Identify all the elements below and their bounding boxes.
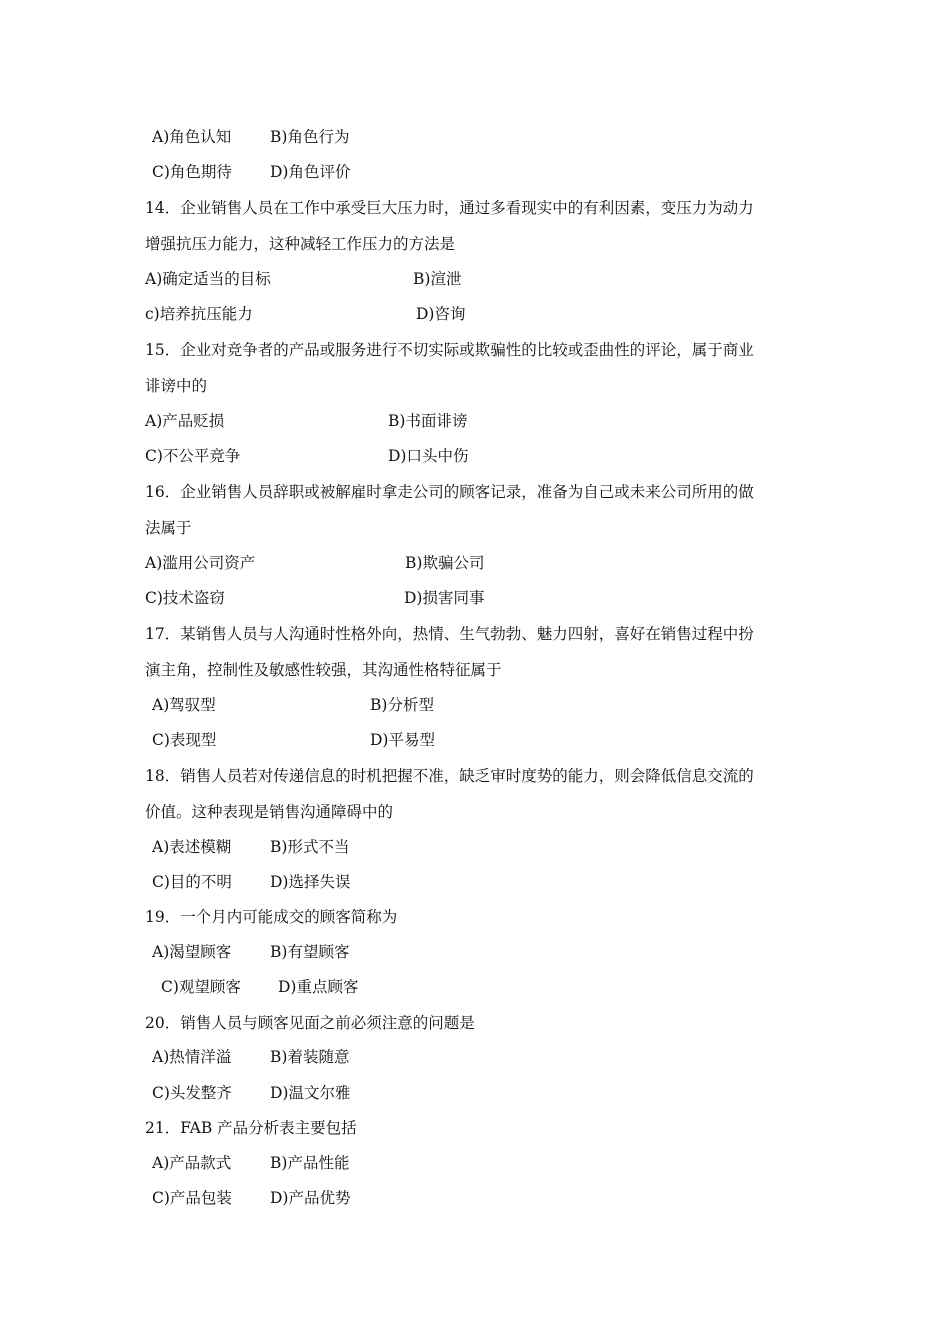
q13-option-c: C)角色期待 xyxy=(152,163,232,181)
q16-option-a: A)滥用公司资产 xyxy=(145,554,256,572)
q20-option-b: B)着装随意 xyxy=(270,1048,350,1066)
q15-option-a: A)产品贬损 xyxy=(145,412,225,430)
q15-option-b: B)书面诽谤 xyxy=(388,412,468,430)
q15-option-d: D)口头中伤 xyxy=(388,447,469,465)
q21-option-d: D)产品优势 xyxy=(270,1189,351,1207)
q18-option-d: D)选择失误 xyxy=(270,873,351,891)
q14-option-b: B)渲泄 xyxy=(413,270,462,288)
q14-stem-line2: 增强抗压力能力，这种减轻工作压力的方法是 xyxy=(145,235,456,253)
q15-stem-line2: 诽谤中的 xyxy=(145,377,208,395)
q17-option-d: D)平易型 xyxy=(370,731,435,749)
q19-option-b: B)有望顾客 xyxy=(270,943,350,961)
q21-option-c: C)产品包装 xyxy=(152,1189,232,1207)
q18-option-c: C)目的不明 xyxy=(152,873,232,891)
q18-stem-line1: 18．销售人员若对传递信息的时机把握不准，缺乏审时度势的能力，则会降低信息交流的 xyxy=(145,767,754,785)
q17-stem-line1: 17．某销售人员与人沟通时性格外向，热情、生气勃勃、魅力四射，喜好在销售过程中扮 xyxy=(145,625,754,643)
q17-option-a: A)驾驭型 xyxy=(152,696,216,714)
q15-stem-line1: 15．企业对竞争者的产品或服务进行不切实际或欺骗性的比较或歪曲性的评论，属于商业 xyxy=(145,341,754,359)
q18-stem-line2: 价值。这种表现是销售沟通障碍中的 xyxy=(145,803,394,821)
q17-option-b: B)分析型 xyxy=(370,696,434,714)
q17-option-c: C)表现型 xyxy=(152,731,217,749)
q17-stem-line2: 演主角，控制性及敏感性较强，其沟通性格特征属于 xyxy=(145,661,502,679)
q20-option-a: A)热情洋溢 xyxy=(152,1048,232,1066)
q13-option-d: D)角色评价 xyxy=(270,163,351,181)
q21-option-b: B)产品性能 xyxy=(270,1154,350,1172)
q19-option-c: C)观望顾客 xyxy=(161,978,241,996)
q13-option-a: A)角色认知 xyxy=(152,128,232,146)
q14-option-a: A)确定适当的目标 xyxy=(145,270,271,288)
q16-stem-line2: 法属于 xyxy=(145,519,192,537)
q19-stem-line1: 19．一个月内可能成交的顾客简称为 xyxy=(145,908,398,926)
q16-option-d: D)损害同事 xyxy=(404,589,485,607)
q16-stem-line1: 16．企业销售人员辞职或被解雇时拿走公司的顾客记录，准备为自己或未来公司所用的做 xyxy=(145,483,754,501)
q16-option-c: C)技术盗窃 xyxy=(145,589,225,607)
q20-option-c: C)头发整齐 xyxy=(152,1084,232,1102)
q16-option-b: B)欺骗公司 xyxy=(405,554,485,572)
q13-option-b: B)角色行为 xyxy=(270,128,350,146)
q14-stem-line1: 14．企业销售人员在工作中承受巨大压力时，通过多看现实中的有利因素，变压力为动力 xyxy=(145,199,754,217)
q19-option-d: D)重点顾客 xyxy=(278,978,359,996)
q19-option-a: A)渴望顾客 xyxy=(152,943,232,961)
q20-option-d: D)温文尔雅 xyxy=(270,1084,351,1102)
q20-stem-line1: 20．销售人员与顾客见面之前必须注意的问题是 xyxy=(145,1014,475,1032)
q14-option-d: D)咨询 xyxy=(416,305,466,323)
q14-option-c: c)培养抗压能力 xyxy=(145,305,253,323)
q18-option-b: B)形式不当 xyxy=(270,838,350,856)
q21-option-a: A)产品款式 xyxy=(152,1154,232,1172)
q15-option-c: C)不公平竞争 xyxy=(145,447,241,465)
q21-stem-line1: 21．FAB 产品分析表主要包括 xyxy=(145,1119,357,1137)
q18-option-a: A)表述模糊 xyxy=(152,838,232,856)
